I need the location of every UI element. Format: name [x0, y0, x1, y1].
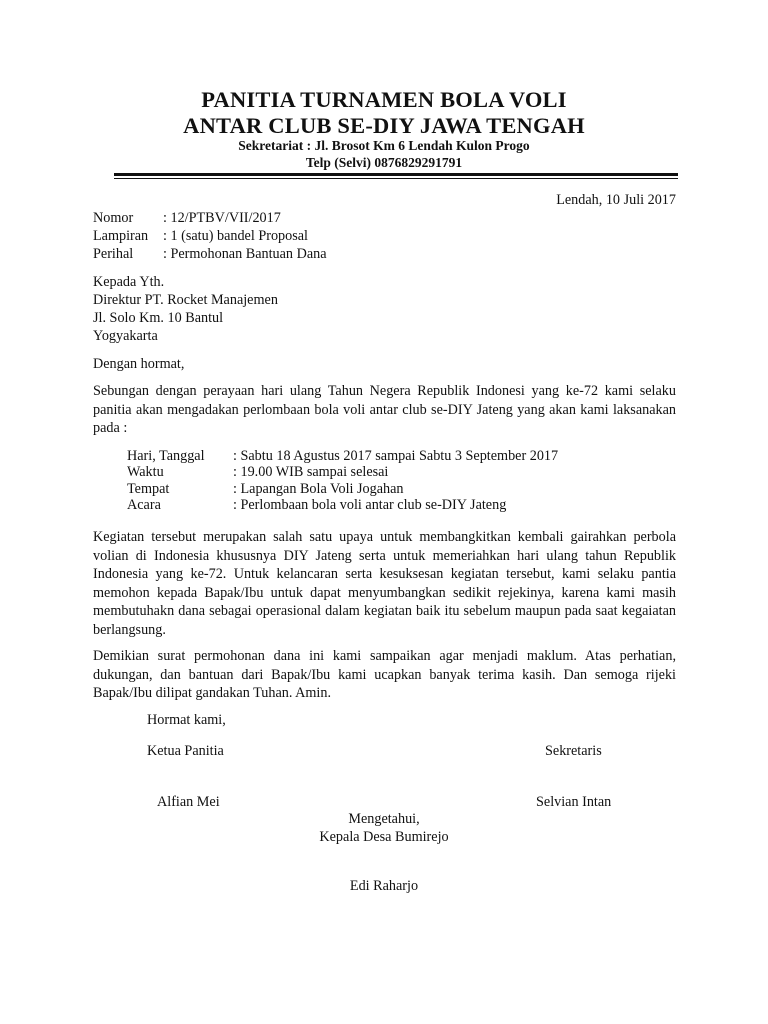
detail-value-place: : Lapangan Bola Voli Jogahan — [233, 481, 404, 497]
detail-value-date: : Sabtu 18 Agustus 2017 sampai Sabtu 3 September 2017 — [233, 448, 559, 464]
detail-label-event: Acara — [127, 497, 161, 513]
body-paragraph-2: Kegiatan tersebut merupakan salah satu upaya untuk membangkitkan kembali gairahkan perbola volian di Indonesia khususnya DIY Jateng serta untuk memeriahkan hari ulang tahun Republik Indonesia yang ke-72. Untuk kelancaran serta kesuksesan kegiatan tersebut, kami selaku pantia memohon kepada Bapak/Ibu untuk dapat menyumbangkan sedikit rejekinya, karena kami masih membutuhakn dana sebagai operasional dalam kegiatan baik itu sebelum maupun pada saat kegaiatan berlangsung. — [93, 529, 676, 638]
meta-label-perihal: Perihal — [93, 246, 134, 262]
signature-title-secretary: Sekretaris — [545, 743, 602, 759]
letterhead-title-line1: PANITIA TURNAMEN BOLA VOLI — [201, 87, 567, 112]
letterhead-divider-thin — [114, 178, 678, 179]
meta-value-nomor: : 12/PTBV/VII/2017 — [163, 210, 281, 226]
detail-label-date: Hari, Tanggal — [127, 448, 205, 464]
body-paragraph-1: Sebungan dengan perayaan hari ulang Tahun Negera Republik Indonesi yang ke-72 kami selaku panitia akan mengadakan perlombaan bola voli antar club se-DIY Jateng yang akan kami laksanakan pada : — [93, 383, 676, 436]
body-paragraph-3: Demikian surat permohonan dana ini kami sampaikan agar menjadi maklum. Atas perhatian, dukungan, dan bantuan dari Bapak/Ibu kami ucapkan banyak terima kasih. Dan semoga rijeki Bapak/Ibu dilipat gandakan Tuhan. Amin. — [93, 648, 676, 701]
signature-name-secretary: Selvian Intan — [536, 794, 612, 810]
detail-value-time: : 19.00 WIB sampai selesai — [233, 464, 389, 480]
meta-value-perihal: : Permohonan Bantuan Dana — [163, 246, 327, 262]
salutation: Dengan hormat, — [93, 356, 185, 372]
letterhead-address: Sekretariat : Jl. Brosot Km 6 Lendah Kulon Progo — [238, 138, 530, 153]
letterhead-phone: Telp (Selvi) 0876829291791 — [305, 155, 463, 170]
approval-label: Mengetahui, — [348, 811, 420, 827]
meta-value-lampiran: : 1 (satu) bandel Proposal — [163, 228, 308, 244]
detail-value-event: : Perlombaan bola voli antar club se-DIY Jateng — [233, 497, 507, 513]
recipient-line: Direktur PT. Rocket Manajemen — [93, 292, 278, 308]
recipient-line: Jl. Solo Km. 10 Bantul — [93, 310, 224, 326]
closing-text: Hormat kami, — [147, 712, 226, 728]
letter-date: Lendah, 10 Juli 2017 — [556, 192, 676, 208]
detail-label-place: Tempat — [127, 481, 170, 497]
meta-label-nomor: Nomor — [93, 210, 134, 226]
detail-label-time: Waktu — [127, 464, 164, 480]
recipient-line: Kepada Yth. — [93, 274, 165, 290]
letterhead-title-line2: ANTAR CLUB SE-DIY JAWA TENGAH — [183, 113, 585, 138]
signature-name-chairman: Alfian Mei — [157, 794, 220, 810]
recipient-line: Yogyakarta — [93, 328, 158, 344]
letterhead-divider-thick — [114, 173, 678, 176]
signature-title-chairman: Ketua Panitia — [147, 743, 224, 759]
approval-title: Kepala Desa Bumirejo — [319, 829, 449, 845]
approval-name: Edi Raharjo — [349, 878, 419, 894]
meta-label-lampiran: Lampiran — [93, 228, 149, 244]
